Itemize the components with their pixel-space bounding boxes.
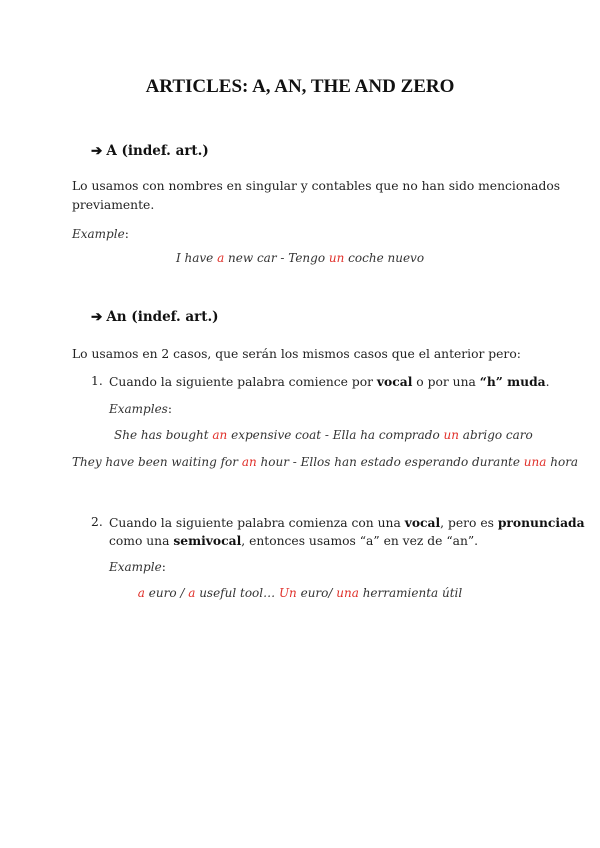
article-highlight: an bbox=[212, 428, 228, 442]
case1-text: Cuando la siguiente palabra comience por vocal o por una “h” muda. bbox=[109, 374, 550, 389]
section-an-intro: Lo usamos en 2 casos, que serán los mismos casos que el anterior pero: bbox=[72, 347, 521, 361]
case2-text-line1: Cuando la siguiente palabra comienza con una vocal, pero es pronunciada bbox=[109, 515, 585, 530]
article-highlight: an bbox=[241, 455, 257, 469]
page-title: ARTICLES: A, AN, THE AND ZERO bbox=[145, 76, 455, 97]
article-highlight: a bbox=[217, 251, 225, 265]
article-highlight: un bbox=[328, 251, 345, 265]
heading-text: A (indef. art.) bbox=[106, 143, 209, 159]
article-highlight: a bbox=[188, 586, 196, 600]
example-label: Example: bbox=[72, 227, 129, 241]
example-sentence-an-1: She has bought an expensive coat - Ella ha comprado un abrigo caro bbox=[114, 428, 533, 442]
example-sentence-semivocal: a euro / a useful tool… Un euro/ una herramienta útil bbox=[137, 586, 463, 600]
section-heading-a bbox=[91, 143, 209, 159]
article-highlight: un bbox=[443, 428, 459, 442]
article-highlight: una bbox=[336, 586, 359, 600]
example-sentence-an-2: They have been waiting for an hour - Ellos han estado esperando durante una hora bbox=[72, 455, 579, 469]
example-label: Example: bbox=[109, 560, 166, 574]
case2-text-line2: como una semivocal, entonces usamos “a” en vez de “an”. bbox=[109, 533, 479, 548]
section-a-desc-line2: previamente. bbox=[72, 198, 155, 212]
article-highlight: Un bbox=[278, 586, 297, 600]
list-number: 2. bbox=[91, 515, 103, 529]
section-heading-an bbox=[91, 309, 219, 325]
list-number: 1. bbox=[91, 374, 103, 388]
heading-text: An (indef. art.) bbox=[106, 309, 219, 325]
article-highlight: una bbox=[523, 455, 547, 469]
arrow-icon: ➔ bbox=[91, 143, 103, 159]
arrow-icon: ➔ bbox=[91, 309, 103, 325]
examples-label: Examples: bbox=[109, 402, 172, 416]
section-a-desc-line1: Lo usamos con nombres en singular y contables que no han sido mencionados bbox=[72, 179, 561, 193]
example-sentence-a: I have a new car - Tengo un coche nuevo bbox=[175, 251, 425, 265]
article-highlight: a bbox=[137, 586, 145, 600]
